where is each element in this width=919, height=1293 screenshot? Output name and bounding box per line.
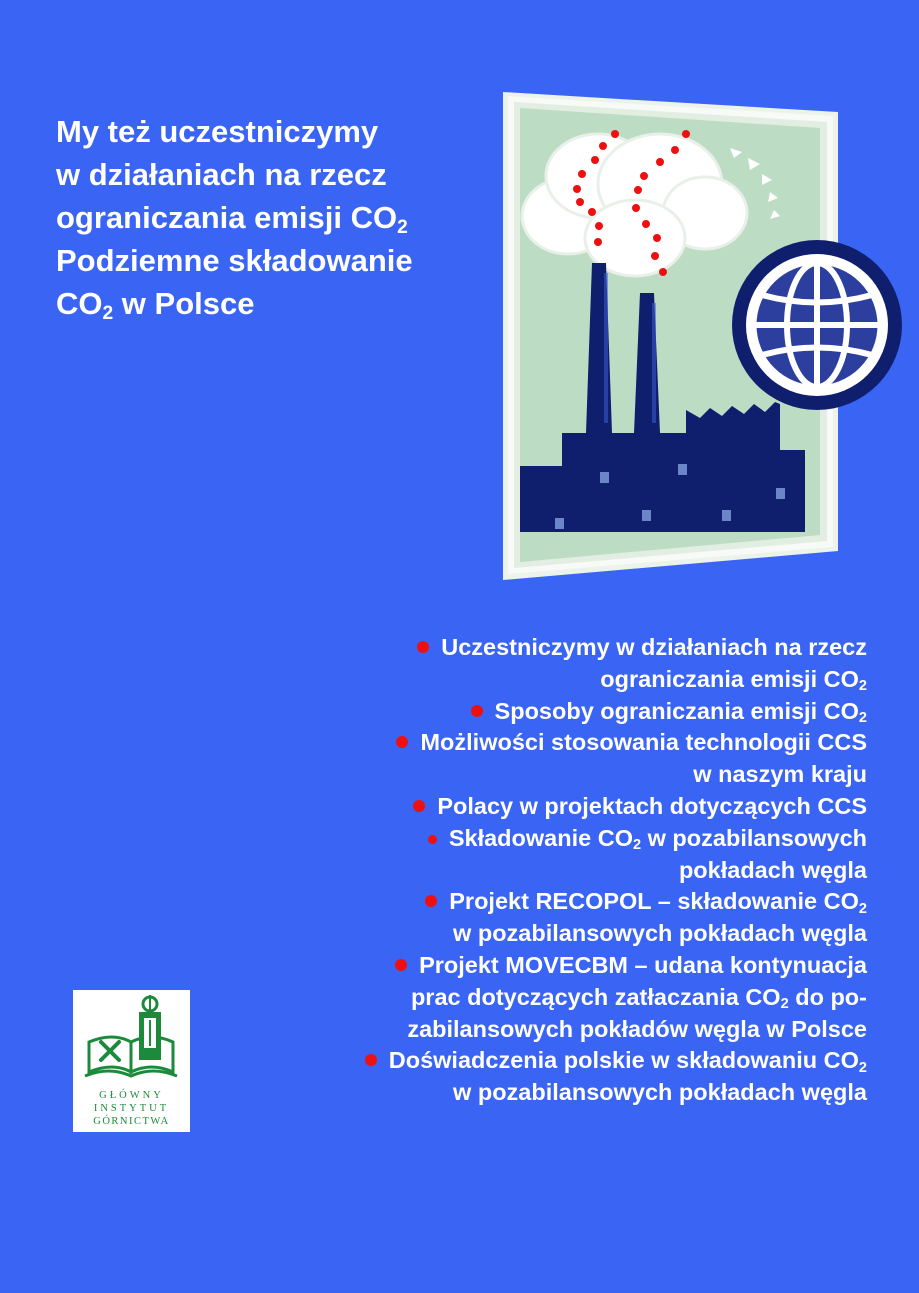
bullet-list <box>247 632 867 1109</box>
bullet-dot <box>417 641 429 653</box>
factory-illustration <box>500 88 905 583</box>
title-line-2: w działaniach na rzecz <box>56 157 387 192</box>
bullet-dot <box>471 705 483 717</box>
bullet-item: Uczestniczymy w działaniach na rzecz ograniczania emisji $CO_2$ <box>247 632 867 696</box>
bullet-dot <box>365 1054 377 1066</box>
title-line-4: Podziemne składowanie <box>56 243 413 278</box>
title-line-3: ograniczania emisji $CO_2$ <box>56 200 408 238</box>
bullet-item: Możliwości stosowania technologii CCS w naszym kraju <box>247 727 867 791</box>
institute-logo <box>73 990 190 1132</box>
bullet-dot <box>395 959 407 971</box>
logo-word-1: GŁÓWNY <box>99 1090 164 1101</box>
bullet-dot <box>396 736 408 748</box>
bullet-dot <box>428 835 437 844</box>
bullet-item: Projekt MOVECBM – udana kontynuacja prac dotyczących zatłaczania $CO_2$ do po- zabilansowych pokładów węgla w Polsce <box>247 950 867 1045</box>
globe-icon <box>732 240 902 410</box>
bullet-item: Projekt RECOPOL – składowanie $CO_2$ w pozabilansowych pokładach węgla <box>247 886 867 950</box>
bullet-item: Składowanie $CO_2$ w pozabilansowych pokładach węgla <box>247 823 867 887</box>
logo-word-3: GÓRNICTWA <box>93 1116 170 1127</box>
bullet-item: Polacy w projektach dotyczących CCS <box>247 791 867 823</box>
title-line-5: $CO_2$ w Polsce <box>56 286 255 324</box>
bullet-dot <box>425 895 437 907</box>
page-title <box>56 110 496 325</box>
title-line-1: My też uczestniczymy <box>56 114 379 149</box>
bullet-item: Sposoby ograniczania emisji $CO_2$ <box>247 696 867 728</box>
bullet-dot <box>413 800 425 812</box>
logo-word-2: INSTYTUT <box>93 1103 170 1114</box>
bullet-item: Doświadczenia polskie w składowaniu $CO_2$ w pozabilansowych pokładach węgla <box>247 1045 867 1109</box>
